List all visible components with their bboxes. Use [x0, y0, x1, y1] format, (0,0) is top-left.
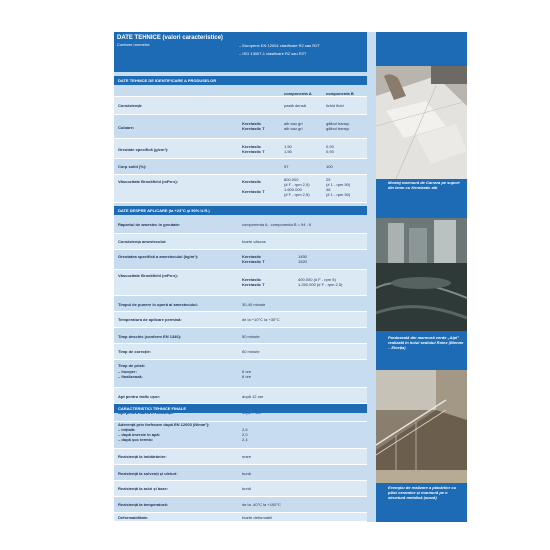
value-b: gălbui transp.: [326, 126, 351, 131]
row-label: Greutatea specifică a amestecului (kg/m³):: [118, 254, 199, 259]
table-row: [114, 449, 367, 465]
value-a: alb sau gri: [284, 126, 303, 131]
value-a: 97: [284, 164, 289, 169]
value-a: (# F - rpm 2,5): [284, 182, 310, 187]
value-b: 0,93: [326, 144, 334, 149]
product-name: Kerelastic T: [242, 189, 265, 194]
product-name: Kerelastic: [242, 121, 262, 126]
table-row: [114, 497, 367, 513]
product-name: Kerelastic T: [242, 126, 265, 131]
row-value: 400.000 (# F - rpm 5): [298, 277, 336, 282]
row-sublabel: – începer:: [118, 369, 137, 374]
row-label: Timp de corecție:: [118, 349, 152, 354]
value-a: pastă densă: [284, 103, 306, 108]
row-sublabel: – inițială:: [118, 427, 136, 432]
technical-data-sheet: [114, 32, 467, 522]
row-label: Timp de priză:: [118, 363, 146, 368]
row-value: bună: [242, 486, 251, 491]
value-a: 1.600.000: [284, 187, 302, 192]
standard-iso: – ISO 13007-1 clasificare R2 sau R2T: [239, 51, 307, 56]
table-row: [114, 234, 367, 250]
row-sublabel: – finalizează:: [118, 374, 143, 379]
row-label: Timp deschis (conform EN 1346):: [118, 334, 182, 339]
value-b: lichid fluid: [326, 103, 344, 108]
row-label: Rezistență la îmbătrânire:: [118, 454, 167, 459]
value-b: gălbui transp.: [326, 121, 351, 126]
column-header-b: componenta B: [326, 91, 354, 96]
table-row: [114, 360, 367, 388]
table-row: [114, 159, 367, 175]
value-a: 1,56: [284, 149, 292, 154]
photo-sidebar: [376, 32, 467, 522]
table-row: [114, 139, 367, 159]
product-name: Kerelastic T: [242, 282, 265, 287]
product-name: Kerelastic: [242, 254, 262, 259]
page-title: DATE TEHNICE (valori caracteristice): [117, 35, 223, 41]
table-row: [114, 312, 367, 328]
row-value: 1.250.000 (# F - rpm 2,5): [298, 282, 343, 287]
row-label: Timpul de punere în operă al amestecului:: [118, 302, 198, 307]
row-label: Vâscozitate Brookfield (mPa·s):: [118, 179, 179, 184]
row-value: 1520: [298, 259, 307, 264]
photo-marble-wood-support: [376, 66, 467, 179]
row-value: foarte vâscos: [242, 239, 266, 244]
table-row: [114, 513, 367, 522]
row-label: Rezistență la acizi și baze:: [118, 486, 169, 491]
photo-green-marble-hall: [376, 218, 467, 331]
section-final: CARACTERISTICI TEHNICE FINALE: [114, 404, 367, 413]
row-sublabel: – după imersie în apă:: [118, 432, 161, 437]
value-a: (# F - rpm 2,5): [284, 192, 310, 197]
value-b: 25: [326, 177, 331, 182]
value-b: (# 1 - rpm 50): [326, 182, 351, 187]
row-label: Aderență prin forfecare după EN 12003 (N/mm²):: [118, 422, 210, 427]
photo-caption: Exemplu de realizare a placărilor cu plăci ceramice și marmură pe o structură metalică (scară): [388, 485, 457, 500]
column-header-a: componenta A: [284, 91, 312, 96]
title-box: [114, 32, 367, 72]
table-row: [114, 344, 367, 360]
product-name: Kerelastic: [242, 277, 262, 282]
section-identification: DATE TEHNICE DE IDENTIFICARE A PRODUSELOR: [114, 76, 367, 85]
product-name: Kerelastic: [242, 179, 262, 184]
row-label: Consistență:: [118, 103, 143, 108]
row-value: 30-40 minute: [242, 302, 266, 307]
row-value: 2,6: [242, 427, 248, 432]
table-row: [114, 250, 367, 270]
row-value: după 12 ore: [242, 394, 264, 399]
photo-metal-staircase: [376, 370, 467, 483]
row-value: componenta A : componenta B = 94 : 6: [242, 222, 312, 227]
table-row: [114, 388, 367, 404]
table-row: [114, 270, 367, 296]
row-label: Rezistență la temperatură:: [118, 502, 169, 507]
section-application: DATE DESPRE APLICARE (la +23°C și 50% U.R.): [114, 206, 367, 215]
table-row: [114, 465, 367, 481]
row-value: 2,0: [242, 432, 248, 437]
row-value: foarte deformabil: [242, 515, 273, 520]
table-row: [114, 85, 367, 97]
row-value: 1450: [298, 254, 307, 259]
row-value: de la +10°C la +30°C: [242, 317, 280, 322]
photo-caption: Montaj marmură de Carrara pe suport din lemn cu Kerelastic alb: [388, 180, 460, 190]
standard-en: – Europene EN 12004 clasificare R2 sau R2T: [239, 43, 320, 48]
row-label: Corp solid (%):: [118, 164, 147, 169]
row-value: bună: [242, 471, 251, 476]
technical-table: [114, 32, 367, 522]
row-value: 6 ore: [242, 369, 252, 374]
row-label: Greutate specifică (g/cm³):: [118, 147, 169, 152]
table-row: [114, 175, 367, 203]
row-value: 8 ore: [242, 374, 252, 379]
table-row: [114, 481, 367, 497]
row-label: Temperatura de aplicare permisă:: [118, 317, 182, 322]
row-label: Rezistență la solvenți și uleiuri:: [118, 471, 178, 476]
table-row: [114, 97, 367, 115]
row-label: Vâscozitate Brookfield (mPa·s):: [118, 273, 179, 278]
value-a: alb sau gri: [284, 121, 303, 126]
row-label: Apt pentru trafic ușor:: [118, 394, 161, 399]
row-value: 2,4: [242, 437, 248, 442]
table-row: [114, 115, 367, 139]
product-name: Kerelastic: [242, 144, 262, 149]
table-row: [114, 215, 367, 234]
value-b: (# 1 - rpm 50): [326, 192, 351, 197]
row-value: mare: [242, 454, 252, 459]
value-a: 800.000: [284, 177, 299, 182]
value-b: 46: [326, 187, 331, 192]
value-a: 1,50: [284, 144, 292, 149]
conform-label: Conform normelor:: [117, 42, 151, 47]
row-sublabel: – după șoc termic:: [118, 437, 154, 442]
table-row: [114, 328, 367, 344]
row-value: de la -40°C la +100°C: [242, 502, 281, 507]
row-value: 50 minute: [242, 334, 260, 339]
table-row: [114, 296, 367, 312]
value-b: 0,93: [326, 149, 334, 154]
row-value: 60 minute: [242, 349, 260, 354]
value-b: 100: [326, 164, 333, 169]
table-row: [114, 417, 367, 449]
product-name: Kerelastic T: [242, 149, 265, 154]
row-label: Raportul de amestec în greutate:: [118, 222, 181, 227]
row-label: Consistența amestecului:: [118, 239, 167, 244]
row-label: Deformabilitate:: [118, 515, 149, 520]
row-label: Culoare:: [118, 125, 135, 130]
product-name: Kerelastic T: [242, 259, 265, 264]
photo-caption: Pardoseală din marmură verde „Alpi” realizată în holul sediului Rolex (Bienne – Elveția): [388, 335, 464, 350]
